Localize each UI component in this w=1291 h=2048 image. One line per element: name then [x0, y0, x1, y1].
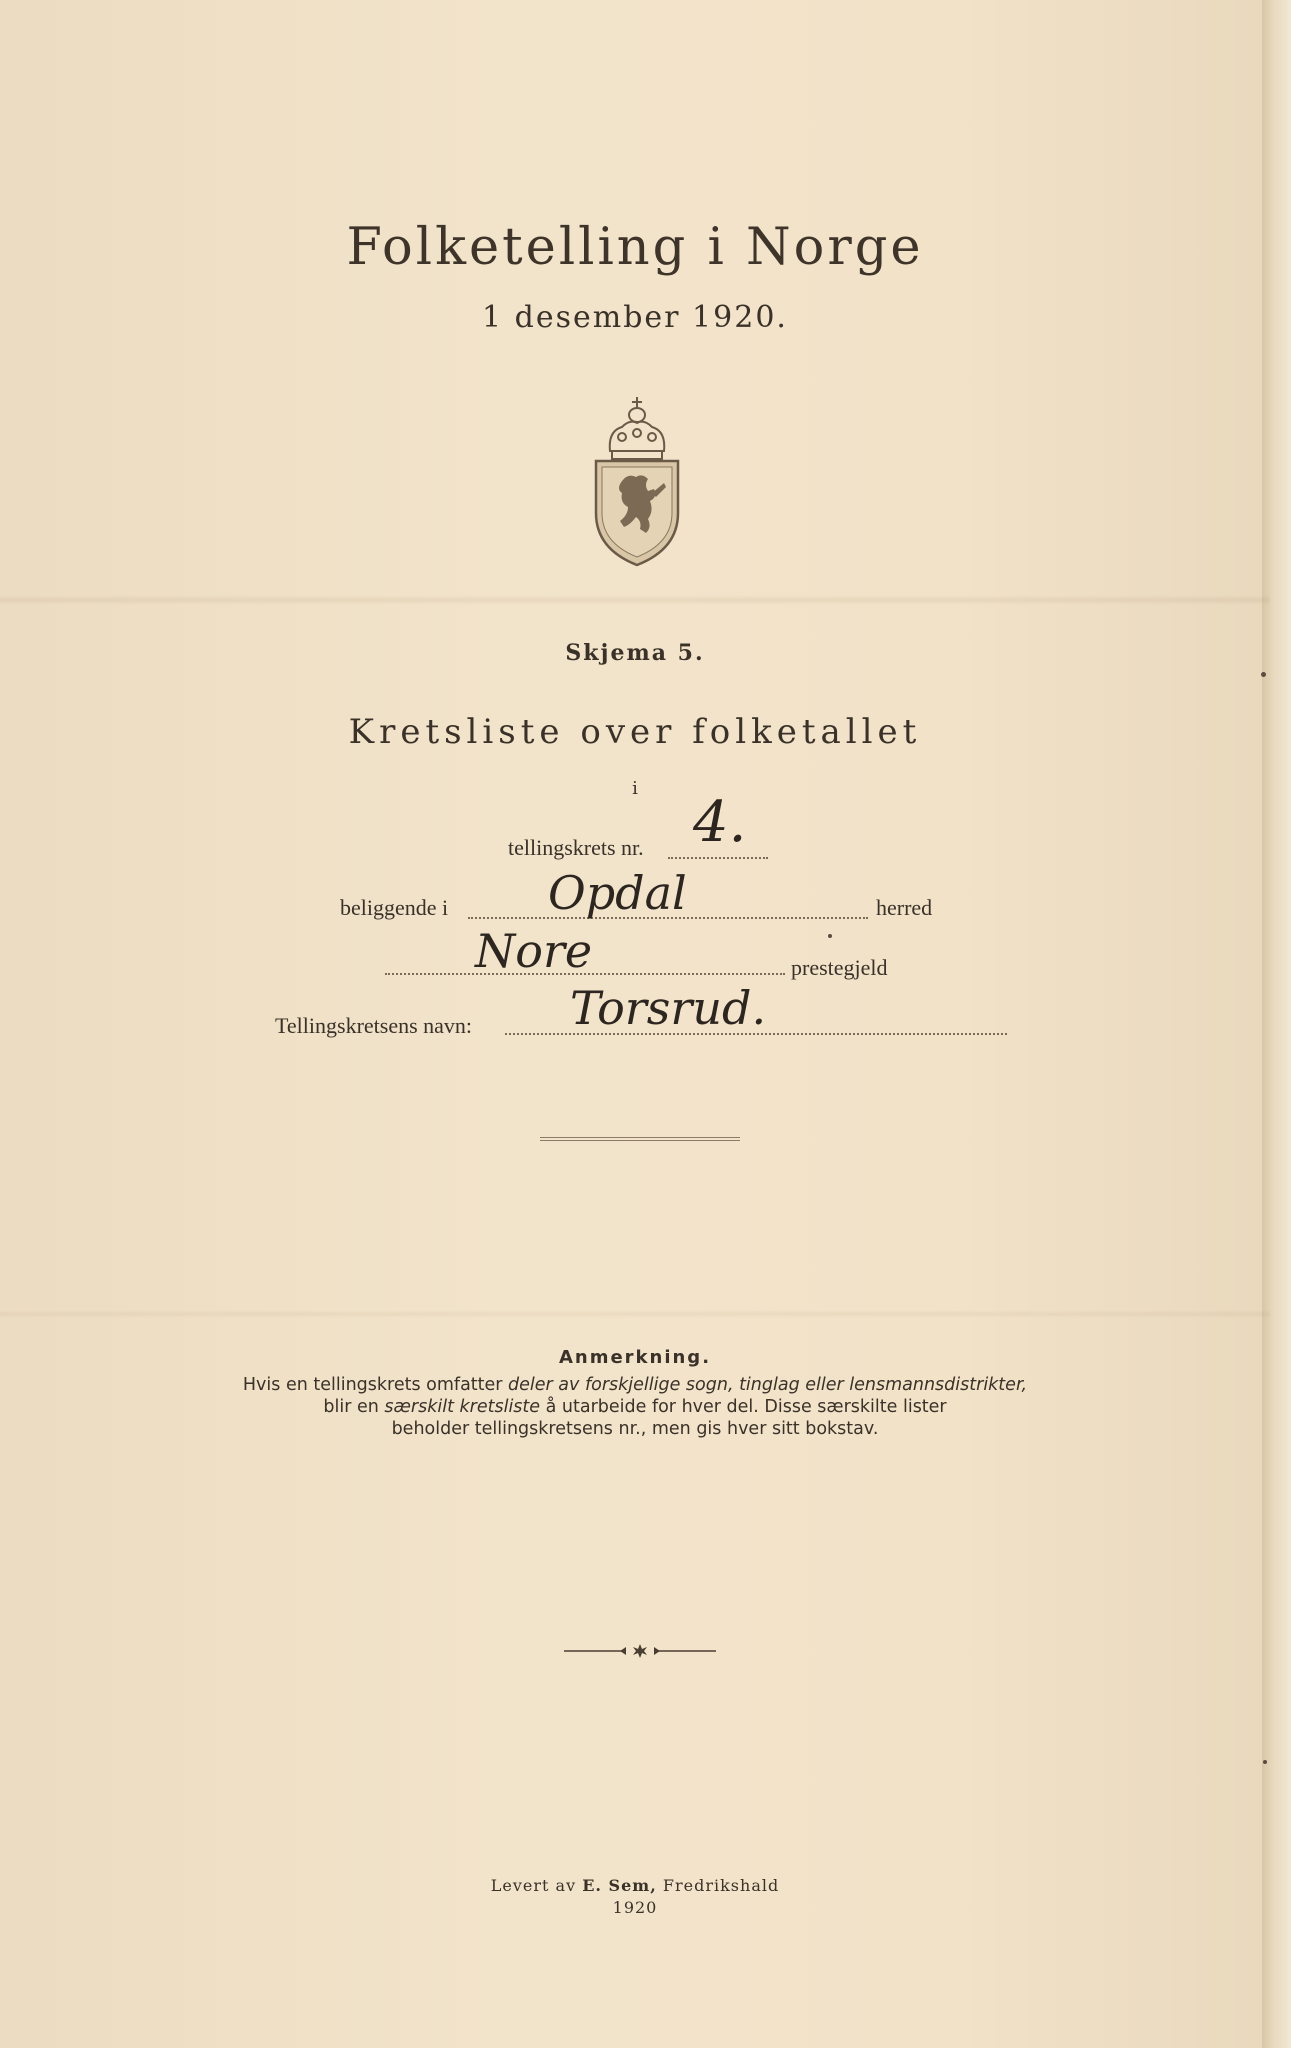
remark-emphasis: deler av forskjellige sogn, tinglag eller lensmannsdistrikter,	[508, 1375, 1028, 1395]
census-date: 1 desember 1920.	[482, 300, 788, 335]
printer-prefix: Levert av	[490, 1876, 583, 1895]
printer-name: E. Sem,	[582, 1876, 657, 1895]
ink-speck	[1261, 672, 1266, 677]
prestegjeld-label: prestegjeld	[791, 955, 888, 980]
tellingskrets-value: 4.	[693, 790, 747, 855]
tellingskrets-label: tellingskrets nr.	[508, 835, 644, 860]
remark-line	[195, 1396, 1075, 1418]
navn-label: Tellingskretsens navn:	[275, 1013, 473, 1038]
remark-line	[195, 1374, 1075, 1396]
beliggende-label: beliggende i	[340, 895, 449, 920]
paper-fold	[0, 595, 1270, 605]
printer-city: Fredrikshald	[656, 1876, 780, 1895]
connector-word: i	[632, 778, 638, 799]
paper-fold	[0, 1310, 1270, 1318]
remark-text-part: blir en	[323, 1397, 385, 1417]
remark-text-part: å utarbeide for hver del. Disse særskilte lister	[540, 1397, 947, 1417]
remark-heading: Anmerkning.	[558, 1347, 712, 1368]
list-heading: Kretsliste over folketallet	[348, 712, 922, 752]
dotted-line	[668, 857, 768, 859]
herred-label: herred	[876, 895, 933, 920]
remark-text	[195, 1374, 1075, 1440]
prestegjeld-value: Nore	[475, 924, 593, 978]
printer-line	[0, 1876, 1270, 1895]
coat-of-arms-icon	[592, 393, 682, 569]
navn-value: Torsrud.	[570, 981, 767, 1035]
ink-speck	[828, 934, 832, 938]
remark-text-part: Hvis en tellingskrets omfatter	[242, 1375, 509, 1395]
remark-line: beholder tellingskretsens nr., men gis hver sitt bokstav.	[391, 1419, 879, 1439]
print-year: 1920	[612, 1898, 658, 1917]
ink-speck	[1263, 1760, 1267, 1764]
document-title: Folketelling i Norge	[346, 218, 924, 277]
schema-number: Skjema 5.	[565, 640, 705, 666]
herred-value: Opdal	[548, 866, 687, 920]
divider-rule	[540, 1137, 740, 1141]
ornament-icon	[560, 1643, 720, 1659]
remark-emphasis: særskilt kretsliste	[384, 1397, 541, 1417]
